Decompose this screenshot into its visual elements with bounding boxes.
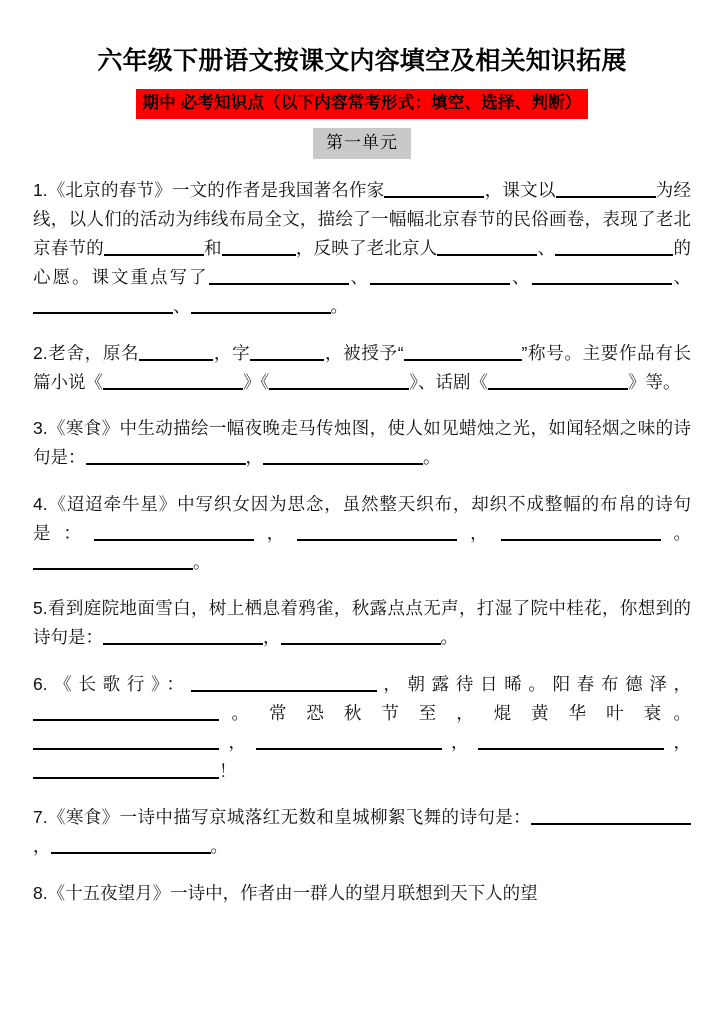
questions-list	[33, 176, 691, 908]
question-text: ，课文以	[484, 180, 556, 201]
question-text: ，	[245, 447, 263, 468]
question-text: 常恐秋节至，焜黄华叶	[268, 702, 644, 723]
answer-blank[interactable]	[501, 524, 661, 541]
answer-blank[interactable]	[51, 837, 211, 854]
answer-blank[interactable]	[33, 762, 219, 779]
question-number: 6.	[33, 673, 48, 694]
question-text: ，被授予“	[324, 342, 404, 363]
question-text: 为经线，以人们的活动为纬线布局全文，描绘了一幅幅北京春节的民俗画卷，表现了老北京春节的	[33, 180, 692, 259]
question-number: 8.	[33, 882, 48, 903]
question-text: 。	[330, 296, 348, 317]
question-text: 、	[537, 238, 556, 259]
answer-blank[interactable]	[191, 297, 331, 314]
answer-blank[interactable]	[250, 344, 324, 361]
answer-blank[interactable]	[437, 239, 537, 256]
answer-blank[interactable]	[33, 553, 193, 570]
unit-row	[33, 128, 691, 159]
question-text: 《十五夜望月》一诗中，作者由一群人的望月联想到天下人的望	[47, 882, 538, 903]
answer-blank[interactable]	[222, 239, 296, 256]
question-text: 》等。	[628, 371, 681, 392]
question-text: 《长歌行》：	[47, 673, 191, 694]
question-text: ，	[263, 627, 281, 648]
question-item-2	[33, 339, 691, 397]
question-item-8	[33, 879, 691, 908]
question-text: 》《	[243, 371, 270, 392]
question-text: 。	[193, 551, 211, 572]
exam-notice-banner: 期中 必考知识点（以下内容常考形式：填空、选择、判断）	[136, 89, 589, 120]
question-text: 老舍，原名	[47, 342, 140, 363]
answer-blank[interactable]	[33, 704, 219, 721]
answer-blank[interactable]	[33, 297, 173, 314]
answer-blank[interactable]	[209, 268, 349, 285]
answer-blank[interactable]	[384, 181, 484, 198]
question-item-5	[33, 594, 691, 652]
answer-blank[interactable]	[256, 733, 442, 750]
question-text: 《寒食》一诗中描写京城落红无数和皇城柳絮飞舞的诗句是：	[47, 807, 531, 828]
question-text: 、	[510, 267, 532, 288]
question-text: ，	[219, 731, 256, 752]
answer-blank[interactable]	[263, 448, 423, 465]
question-item-4	[33, 490, 691, 577]
question-text: 。	[210, 836, 228, 857]
answer-blank[interactable]	[297, 524, 457, 541]
question-number: 3.	[33, 418, 48, 439]
question-text: ，	[457, 522, 501, 543]
question-text: 《迢迢牵牛星》中写织女因为思念，虽然整天织布，却织不成整幅的布帛的诗句是：	[33, 493, 691, 543]
question-item-6	[33, 670, 691, 786]
question-item-3	[33, 414, 691, 472]
question-text: 衰。	[643, 702, 692, 723]
page-title: 六年级下册语文按课文内容填空及相关知识拓展	[97, 47, 627, 75]
question-text: ，	[33, 836, 51, 857]
answer-blank[interactable]	[555, 239, 673, 256]
question-text-spread	[33, 703, 644, 723]
answer-blank[interactable]	[191, 675, 377, 692]
question-text: 看到庭院地面雪白，树上栖息着鸦雀，秋露点点无声，打湿了院中桂花，你想到的诗句是：	[33, 598, 691, 648]
question-text: 《北京的春节》一文的作者是我国著名作家	[47, 180, 385, 201]
question-number: 4.	[33, 493, 48, 514]
question-number: 2.	[33, 342, 48, 363]
answer-blank[interactable]	[370, 268, 510, 285]
banner-row	[33, 89, 691, 120]
answer-blank[interactable]	[104, 239, 204, 256]
answer-blank[interactable]	[269, 373, 409, 390]
answer-blank[interactable]	[478, 733, 664, 750]
question-number: 5.	[33, 598, 48, 619]
answer-blank[interactable]	[404, 344, 522, 361]
question-item-1	[33, 176, 691, 321]
question-text: 。	[423, 447, 441, 468]
question-text: ，反映了老北京人	[295, 238, 438, 259]
question-text: 和	[203, 238, 222, 259]
question-text: 、	[348, 267, 370, 288]
answer-blank[interactable]	[532, 268, 672, 285]
answer-blank[interactable]	[139, 344, 213, 361]
answer-blank[interactable]	[556, 181, 656, 198]
answer-blank[interactable]	[531, 808, 691, 825]
question-text: 的心愿。课文重点写了	[33, 238, 692, 288]
question-text: ，朝露待日晞。阳春布德泽，	[376, 673, 692, 694]
answer-blank[interactable]	[86, 448, 246, 465]
question-text: ，	[253, 522, 298, 543]
answer-blank[interactable]	[94, 524, 254, 541]
answer-blank[interactable]	[103, 373, 243, 390]
question-text: ，	[664, 731, 691, 752]
question-text: ”称号。主要作品有长篇小说《	[33, 342, 692, 392]
answer-blank[interactable]	[281, 628, 441, 645]
question-text: ，	[441, 731, 478, 752]
question-text: 》、话剧《	[409, 371, 488, 392]
unit-label: 第一单元	[313, 128, 411, 159]
question-text: 。	[440, 627, 458, 648]
question-text: 、	[671, 267, 691, 288]
question-text: 、	[173, 296, 191, 317]
question-item-7	[33, 803, 691, 861]
question-text: 。	[660, 522, 692, 543]
question-text: 《寒食》中生动描绘一幅夜晚走马传烛图，使人如见蜡烛之光，如闻轻烟之味的诗句是：	[33, 418, 691, 468]
question-text: 。	[219, 702, 269, 723]
answer-blank[interactable]	[488, 373, 628, 390]
answer-blank[interactable]	[33, 733, 219, 750]
question-text: ！	[219, 760, 237, 781]
question-number: 1.	[33, 180, 48, 201]
question-text: ，字	[213, 342, 251, 363]
answer-blank[interactable]	[103, 628, 263, 645]
question-number: 7.	[33, 807, 48, 828]
